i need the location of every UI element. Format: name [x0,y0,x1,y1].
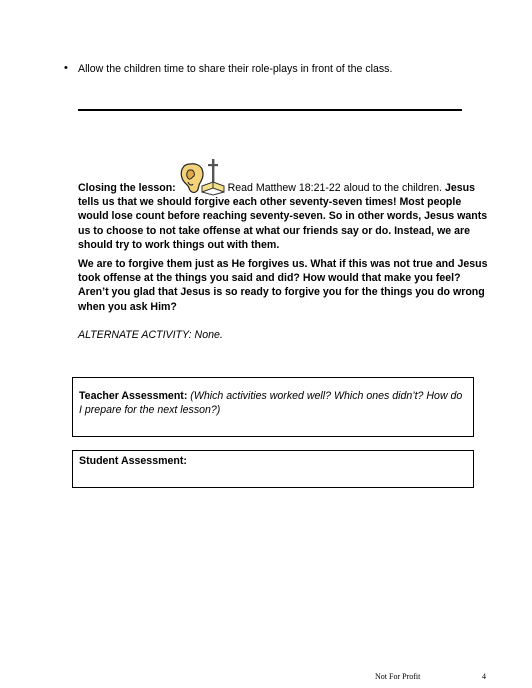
closing-section [78,181,488,252]
bullet-item-text: Allow the children time to share their role-plays in front of the class. [78,63,393,75]
teacher-assessment-label: Teacher Assessment: [79,390,188,402]
horizontal-rule [78,109,462,111]
closing-bold-start: Jesus [444,182,475,194]
closing-bold-text: tells us that we should forgive each other seventy-seven times! Most people would lose count before reaching seventy-seven. So in other words, Jesus wants us to choose to not take offense at what our friends say or do. Instead, we are should try to work things out with them. [78,196,488,251]
read-instruction: Read Matthew 18:21-22 aloud to the children. [227,182,442,194]
forgiveness-paragraph: We are to forgive them just as He forgives us. What if this was not true and Jesus took offense at the things you said and did? How would that make you feel? Aren’t you glad that Jesus is so ready to forgive you for the things you do wrong when you ask Him? [78,258,488,313]
teacher-assessment-box[interactable] [72,377,474,437]
footer-text: Not For Profit [375,672,421,681]
bullet-symbol: • [64,62,68,74]
teacher-assessment-prompt: (Which activities worked well? Which ones didn’t? How do I prepare for the next lesson?) [79,390,463,417]
page-number: 4 [482,672,486,681]
alternate-activity: ALTERNATE ACTIVITY: None. [78,329,223,341]
closing-heading: Closing the lesson: [78,182,176,194]
student-assessment-label: Student Assessment: [79,455,187,467]
student-assessment-box[interactable] [72,450,474,488]
